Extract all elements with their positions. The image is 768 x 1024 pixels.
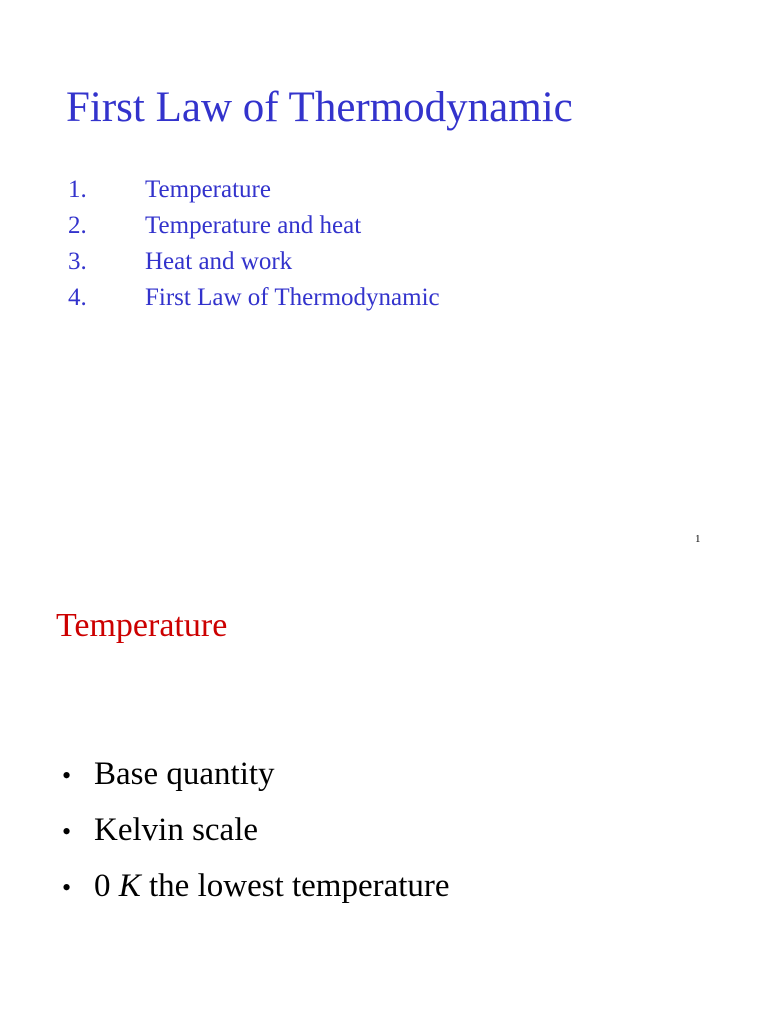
bullet-text: Base quantity xyxy=(94,756,275,792)
page-number: 1 xyxy=(695,533,701,545)
bullet-item xyxy=(62,747,450,803)
slide-title: Temperature xyxy=(56,607,228,644)
slide-2 xyxy=(0,565,768,1024)
bullet-text: Kelvin scale xyxy=(94,812,259,848)
bullet-text xyxy=(94,859,450,914)
list-item-label: First Law of Thermodynamic xyxy=(145,284,440,311)
list-item-label: Temperature xyxy=(145,176,271,203)
bullet-icon: • xyxy=(62,873,72,902)
list-item-number: 3. xyxy=(68,248,87,275)
list-item xyxy=(68,208,440,244)
bullet-text-prefix: 0 xyxy=(94,868,119,904)
bullet-item xyxy=(62,803,450,859)
bullet-text-suffix: the lowest temperature xyxy=(140,868,450,904)
list-item xyxy=(68,280,440,316)
list-item-label: Heat and work xyxy=(145,248,293,275)
bullet-icon: • xyxy=(62,761,72,790)
bullet-list xyxy=(62,747,450,915)
list-item-number: 4. xyxy=(68,284,87,311)
slide-title: First Law of Thermodynamic xyxy=(66,84,573,131)
list-item-number: 2. xyxy=(68,212,87,239)
kelvin-unit: K xyxy=(118,868,141,904)
list-item xyxy=(68,172,440,208)
list-item-number: 1. xyxy=(68,176,87,203)
contents-list xyxy=(68,172,440,316)
list-item xyxy=(68,244,440,280)
bullet-icon: • xyxy=(62,817,72,846)
bullet-item xyxy=(62,859,450,915)
list-item-label: Temperature and heat xyxy=(145,212,362,239)
